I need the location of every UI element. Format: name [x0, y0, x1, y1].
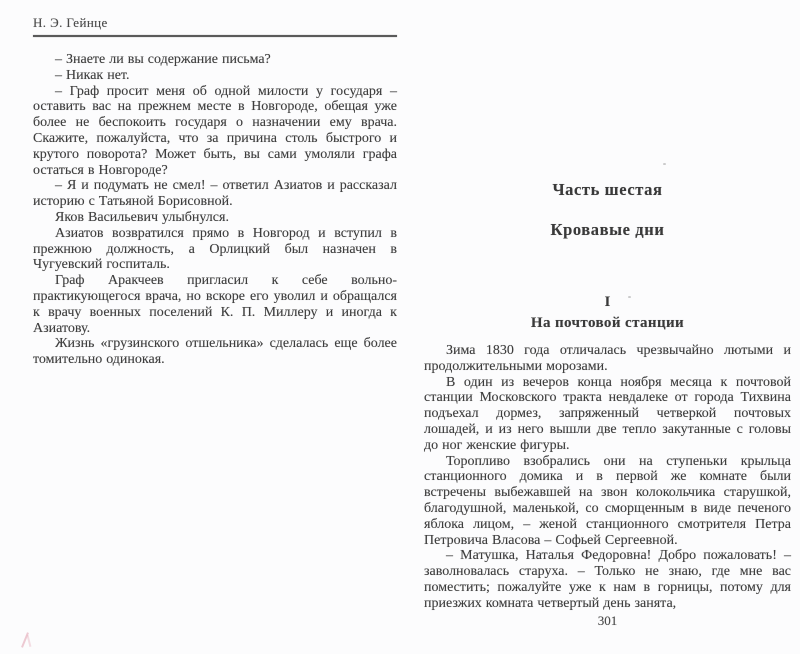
- paragraph: Азиатов возвратился прямо в Новгород и вступил в прежнюю должность, а Орлицкий был назначен в Чугуевский госпиталь.: [33, 225, 397, 273]
- part-subtitle: Кровавые дни: [550, 220, 665, 239]
- paragraph: Жизнь «грузинского отшельника» сделалась еще более томительно одинокая.: [33, 336, 397, 368]
- scan-artifact-stroke: [21, 632, 29, 648]
- left-page-body: [33, 52, 397, 368]
- dialogue-line: – Я и подумать не смел! – ответил Азиатов и рассказал историю с Татьяной Борисовной.: [33, 178, 397, 210]
- paragraph: Яков Васильевич улыбнулся.: [55, 209, 229, 225]
- left-page: [33, 0, 397, 654]
- part-title: Часть шестая: [552, 180, 663, 199]
- page-number: 301: [597, 613, 618, 628]
- right-page-body: [424, 343, 791, 612]
- scan-speck: [663, 163, 666, 165]
- paragraph: Зима 1830 года отличалась чрезвычайно лютыми и продолжительными морозами.: [424, 343, 791, 374]
- chapter-title: На почтовой станции: [530, 315, 685, 331]
- paragraph: Граф Аракчеев пригласил к себе вольно-практикующегося врача, но вскоре его уволил и обращался к врачу военных поселений К. П. Миллеру и иногда к Азиатову.: [33, 273, 397, 336]
- header-rule: [33, 35, 397, 37]
- scan-speck: [628, 296, 631, 298]
- dialogue-line: – Матушка, Наталья Федоровна! Добро пожаловать! – заволновалась старуха. – Только не знаю, где мне вас поместить; пожалуйте уже к нам в горницы, потому для приезжих комната четвертый день занята,: [424, 548, 791, 611]
- scan-artifact-stroke: [27, 635, 31, 647]
- right-page: [424, 0, 791, 654]
- chapter-number: I: [604, 294, 611, 310]
- dialogue-line: – Никак нет.: [55, 67, 130, 83]
- paragraph: Торопливо взобрались они на ступеньки крыльца станционного домика и в первой же комнате были встречены выбежавшей на звон колокольчика старушкой, благодушной, маленькой, со сморщенным в виде печеного яблока лицом, – женой станционного смотрителя Петра Петровича Власова – Софьей Сергеевной.: [424, 453, 791, 548]
- dialogue-line: – Граф просит меня об одной милости у государя – оставить вас на прежнем месте в Новгороде, обещая уже более не беспокоить государя о назначении ему врача. Скажите, пожалуйста, что за причина столь быстрого и крутого поворота? Может быть, вы сами умоляли графа остаться в Новгороде?: [33, 83, 397, 178]
- running-header-author: Н. Э. Гейнце: [33, 15, 108, 30]
- dialogue-line: – Знаете ли вы содержание письма?: [55, 52, 271, 67]
- paragraph: В один из вечеров конца ноября месяца к почтовой станции Московского тракта невдалеке от города Тихвина подъехал дормез, запряженный четверкой почтовых лошадей, и из него вышли две тепло закутанные с головы до ног женские фигуры.: [424, 374, 791, 453]
